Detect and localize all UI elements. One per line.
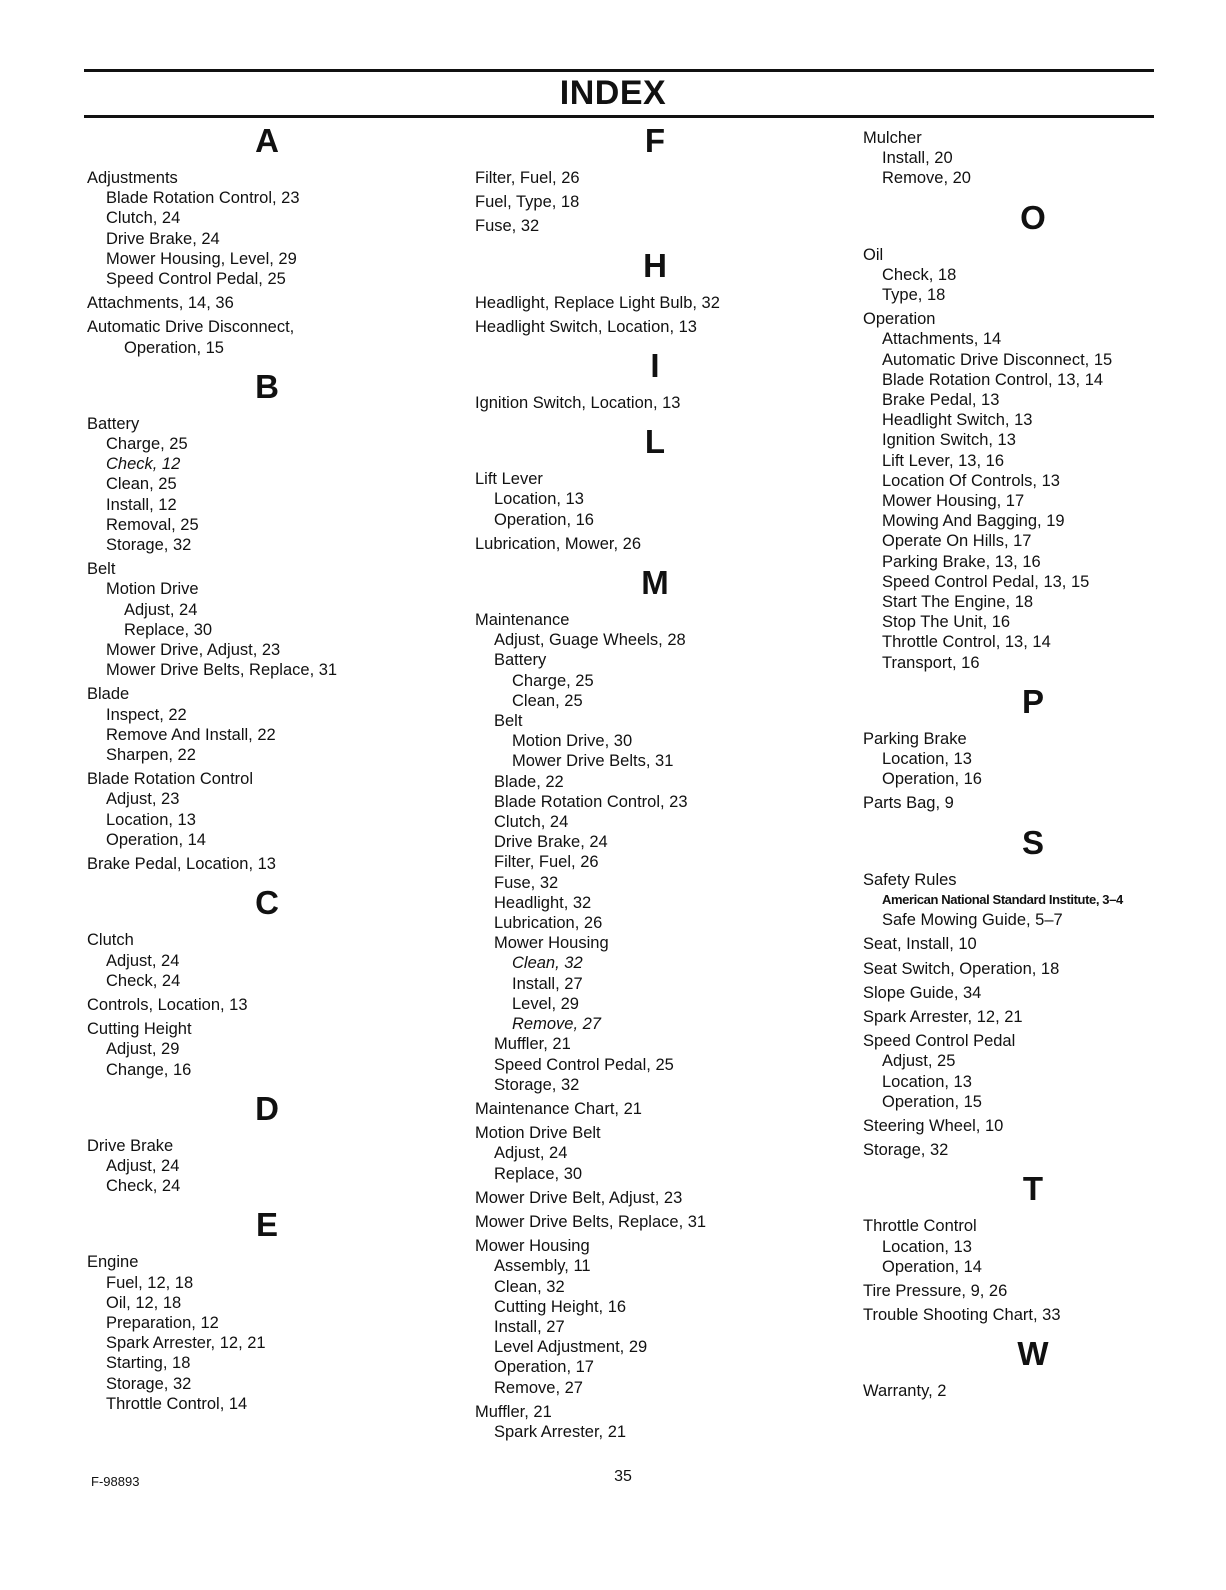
index-subentry: Battery [494, 651, 547, 670]
index-subentry: Location Of Controls, 13 [882, 471, 1060, 490]
index-subentry: Speed Control Pedal, 13, 15 [882, 572, 1090, 591]
index-entry: Blade [87, 685, 130, 704]
index-section [475, 246, 835, 337]
index-subentry: Oil, 12, 18 [106, 1293, 182, 1312]
index-entry: Trouble Shooting Chart, 33 [863, 1306, 1061, 1325]
title-underline-rule [84, 115, 1154, 118]
index-entry: Fuel, Type, 18 [475, 193, 580, 212]
index-entry: Seat, Install, 10 [863, 935, 977, 954]
index-subentry: Transport, 16 [882, 653, 980, 672]
index-subentry: Level, 29 [512, 994, 579, 1013]
index-subentry: Operation, 15 [882, 1092, 982, 1111]
index-subentry: Mower Drive Belts, 31 [512, 752, 674, 771]
index-entry: Slope Guide, 34 [863, 983, 982, 1002]
document-code: F-98893 [91, 1474, 140, 1489]
index-entry: Spark Arrester, 12, 21 [863, 1007, 1023, 1026]
index-entry: Muffler, 21 [475, 1402, 552, 1421]
section-letter-heading: P [1021, 682, 1044, 720]
index-subentry: Spark Arrester, 12, 21 [106, 1334, 266, 1353]
index-subentry: Charge, 25 [512, 671, 594, 690]
index-subentry: Clutch, 24 [494, 813, 569, 832]
index-subentry: Ignition Switch, 13 [882, 431, 1016, 450]
index-section [863, 1172, 1203, 1325]
index-subentry: Mower Housing, 17 [882, 492, 1025, 511]
index-entry: Controls, Location, 13 [87, 995, 248, 1014]
index-subentry: Storage, 32 [106, 536, 192, 555]
index-entry: Headlight, Replace Light Bulb, 32 [475, 293, 720, 312]
index-entry: Operation [863, 310, 936, 329]
index-subentry: Blade Rotation Control, 23 [106, 189, 300, 208]
index-subentry: Change, 16 [106, 1060, 192, 1079]
index-subentry: Location, 13 [106, 810, 196, 829]
index-section [475, 124, 835, 237]
index-subentry: Mowing And Bagging, 19 [882, 512, 1065, 531]
index-entry: Parking Brake [863, 729, 967, 748]
section-letter-heading: E [255, 1206, 278, 1244]
index-entry: Drive Brake [87, 1136, 174, 1155]
index-subentry: Type, 18 [882, 286, 946, 305]
index-subentry: Mower Drive Belts, Replace, 31 [106, 661, 338, 680]
index-entry: Battery [87, 414, 140, 433]
index-subentry: Belt [494, 712, 523, 731]
index-subentry: Check, 24 [106, 1177, 181, 1196]
index-subentry: Location, 13 [882, 750, 972, 769]
index-entry: Storage, 32 [863, 1141, 949, 1160]
index-section [863, 823, 1203, 1161]
index-subentry: Removal, 25 [106, 515, 199, 534]
index-column-2 [475, 124, 835, 1442]
index-subentry: Install, 12 [106, 495, 177, 514]
index-section [863, 198, 1203, 673]
index-subentry: Adjust, 25 [882, 1052, 956, 1071]
index-section [475, 349, 835, 413]
page-title: INDEX [559, 74, 667, 112]
index-subentry: Automatic Drive Disconnect, 15 [882, 350, 1113, 369]
index-section [87, 1208, 447, 1414]
index-entry: Mulcher [863, 129, 922, 147]
index-subentry: Clean, 25 [512, 691, 583, 710]
index-entry: Ignition Switch, Location, 13 [475, 394, 681, 413]
index-entry: Belt [87, 560, 116, 579]
index-subentry: Remove And Install, 22 [106, 725, 276, 744]
index-subentry: Lift Lever, 13, 16 [882, 451, 1005, 470]
index-entry: Blade Rotation Control [87, 770, 254, 789]
index-subentry: Clean, 25 [106, 475, 177, 494]
section-letter-heading: H [643, 246, 667, 284]
index-subentry: Replace, 30 [494, 1164, 583, 1183]
index-subentry: Parking Brake, 13, 16 [882, 552, 1041, 571]
index-subentry: Operation, 14 [106, 830, 206, 849]
index-subentry: Operation, 17 [494, 1358, 594, 1377]
index-entry: Mower Housing [475, 1237, 590, 1256]
section-letter-heading: A [255, 122, 279, 159]
index-subentry: Location, 13 [494, 490, 584, 509]
index-entry: Tire Pressure, 9, 26 [863, 1281, 1008, 1300]
index-subentry: Fuel, 12, 18 [106, 1273, 194, 1292]
index-section [863, 682, 1203, 814]
index-subentry: Charge, 25 [106, 435, 188, 454]
index-subentry: Clutch, 24 [106, 209, 181, 228]
index-subentry: Assembly, 11 [494, 1257, 591, 1276]
index-entry: Brake Pedal, Location, 13 [87, 855, 276, 874]
section-letter-heading: I [650, 347, 660, 385]
index-subentry: Throttle Control, 13, 14 [882, 633, 1051, 652]
index-subentry: Clean, 32 [494, 1277, 565, 1296]
index-subentry: Operation, 14 [882, 1257, 982, 1276]
index-subentry: Check, 24 [106, 971, 181, 990]
index-subentry: Starting, 18 [106, 1354, 191, 1373]
index-subentry: Install, 20 [882, 149, 953, 168]
index-subentry: Mower Drive, Adjust, 23 [106, 641, 281, 660]
index-subentry: Filter, Fuel, 26 [494, 853, 599, 872]
index-subentry: Preparation, 12 [106, 1313, 219, 1332]
page-number: 35 [614, 1468, 632, 1485]
index-entry: Parts Bag, 9 [863, 794, 954, 813]
index-subentry: Adjust, 24 [124, 600, 198, 619]
index-entry: Maintenance Chart, 21 [475, 1099, 642, 1118]
index-subentry: Fuse, 32 [494, 873, 559, 892]
section-letter-heading: M [641, 564, 669, 602]
index-subentry: Clean, 32 [512, 954, 583, 973]
index-subentry: Start The Engine, 18 [882, 593, 1034, 612]
index-subentry: Brake Pedal, 13 [882, 391, 1000, 410]
index-subentry: Level Adjustment, 29 [494, 1338, 648, 1357]
index-subentry: Operation, 16 [494, 510, 594, 529]
index-entry: Motion Drive Belt [475, 1124, 601, 1143]
index-section [87, 367, 447, 874]
index-entry: Lift Lever [475, 470, 543, 489]
index-entry: Lubrication, Mower, 26 [475, 534, 642, 553]
index-subentry: Drive Brake, 24 [494, 833, 608, 852]
index-subentry: Speed Control Pedal, 25 [106, 270, 286, 289]
section-letter-heading: W [1017, 1335, 1049, 1373]
index-subentry: Muffler, 21 [494, 1035, 571, 1054]
index-subentry: Blade Rotation Control, 13, 14 [882, 370, 1104, 389]
index-entry: Maintenance [475, 611, 570, 630]
index-subentry: Motion Drive, 30 [512, 732, 633, 751]
section-letter-heading: F [644, 122, 666, 159]
index-entry: Automatic Drive Disconnect, [87, 318, 295, 337]
index-subentry: Inspect, 22 [106, 705, 187, 724]
index-section [87, 124, 447, 358]
index-entry: Fuse, 32 [475, 217, 540, 236]
index-entry: Speed Control Pedal [863, 1032, 1016, 1051]
index-subentry: Install, 27 [512, 974, 583, 993]
index-subentry: Adjust, 29 [106, 1040, 180, 1059]
section-letter-heading: L [644, 423, 666, 461]
index-subentry: Operation, 15 [124, 338, 224, 357]
index-subentry: American National Standard Institute, 3–4 [882, 891, 1123, 907]
index-entry: Filter, Fuel, 26 [475, 169, 580, 187]
index-entry: Throttle Control [863, 1217, 977, 1236]
index-column-1 [87, 124, 447, 1414]
index-entry: Mower Drive Belt, Adjust, 23 [475, 1188, 683, 1207]
index-section [863, 128, 1203, 189]
index-subentry: Blade, 22 [494, 772, 564, 791]
index-subentry: Adjust, 24 [106, 951, 180, 970]
index-column-3 [863, 124, 1203, 1402]
index-subentry: Location, 13 [882, 1237, 972, 1256]
index-entry: Attachments, 14, 36 [87, 294, 234, 313]
section-letter-heading: O [1020, 198, 1046, 236]
index-subentry: Safe Mowing Guide, 5–7 [882, 911, 1063, 930]
index-subentry: Remove, 20 [882, 169, 971, 188]
index-subentry: Install, 27 [494, 1317, 565, 1336]
index-subentry: Check, 12 [106, 455, 181, 474]
index-entry: Headlight Switch, Location, 13 [475, 317, 697, 336]
index-subentry: Spark Arrester, 21 [494, 1422, 627, 1441]
index-entry: Mower Drive Belts, Replace, 31 [475, 1212, 707, 1231]
index-subentry: Adjust, Guage Wheels, 28 [494, 631, 686, 650]
index-subentry: Cutting Height, 16 [494, 1297, 627, 1316]
index-subentry: Operate On Hills, 17 [882, 532, 1032, 551]
section-letter-heading: B [255, 367, 279, 405]
index-entry: Steering Wheel, 10 [863, 1116, 1004, 1135]
index-subentry: Mower Housing, Level, 29 [106, 249, 297, 268]
index-subentry: Motion Drive [106, 580, 199, 599]
index-subentry: Location, 13 [882, 1072, 972, 1091]
index-entry: Engine [87, 1253, 139, 1272]
index-subentry: Speed Control Pedal, 25 [494, 1055, 674, 1074]
index-section [475, 425, 835, 554]
index-subentry: Adjust, 24 [106, 1156, 180, 1175]
index-section [475, 566, 835, 1442]
index-section [87, 886, 447, 1079]
index-subentry: Sharpen, 22 [106, 746, 196, 765]
index-entry: Warranty, 2 [863, 1382, 947, 1401]
index-subentry: Headlight Switch, 13 [882, 411, 1033, 430]
index-section [87, 1089, 447, 1197]
section-letter-heading: C [255, 884, 279, 922]
index-entry: Safety Rules [863, 870, 957, 889]
index-subentry: Blade Rotation Control, 23 [494, 792, 688, 811]
index-subentry: Throttle Control, 14 [106, 1394, 248, 1413]
index-subentry: Drive Brake, 24 [106, 229, 220, 248]
section-letter-heading: D [255, 1089, 279, 1127]
index-section [863, 1337, 1203, 1401]
index-entry: Seat Switch, Operation, 18 [863, 959, 1060, 978]
section-letter-heading: T [1022, 1170, 1044, 1208]
index-entry: Cutting Height [87, 1020, 192, 1039]
index-entry: Oil [863, 245, 884, 264]
section-letter-heading: S [1021, 823, 1044, 861]
index-subentry: Stop The Unit, 16 [882, 613, 1011, 632]
index-subentry: Mower Housing [494, 934, 609, 953]
index-subentry: Adjust, 24 [494, 1144, 568, 1163]
index-subentry: Adjust, 23 [106, 790, 180, 809]
index-subentry: Operation, 16 [882, 770, 982, 789]
index-subentry: Remove, 27 [494, 1378, 583, 1397]
index-entry: Adjustments [87, 169, 178, 187]
index-subentry: Replace, 30 [124, 620, 213, 639]
index-subentry: Check, 18 [882, 265, 957, 284]
index-subentry: Remove, 27 [512, 1015, 601, 1034]
index-subentry: Lubrication, 26 [494, 914, 603, 933]
index-subentry: Storage, 32 [494, 1075, 580, 1094]
index-subentry: Storage, 32 [106, 1374, 192, 1393]
index-subentry: Attachments, 14 [882, 330, 1002, 349]
index-subentry: Headlight, 32 [494, 893, 592, 912]
index-entry: Clutch [87, 931, 134, 950]
